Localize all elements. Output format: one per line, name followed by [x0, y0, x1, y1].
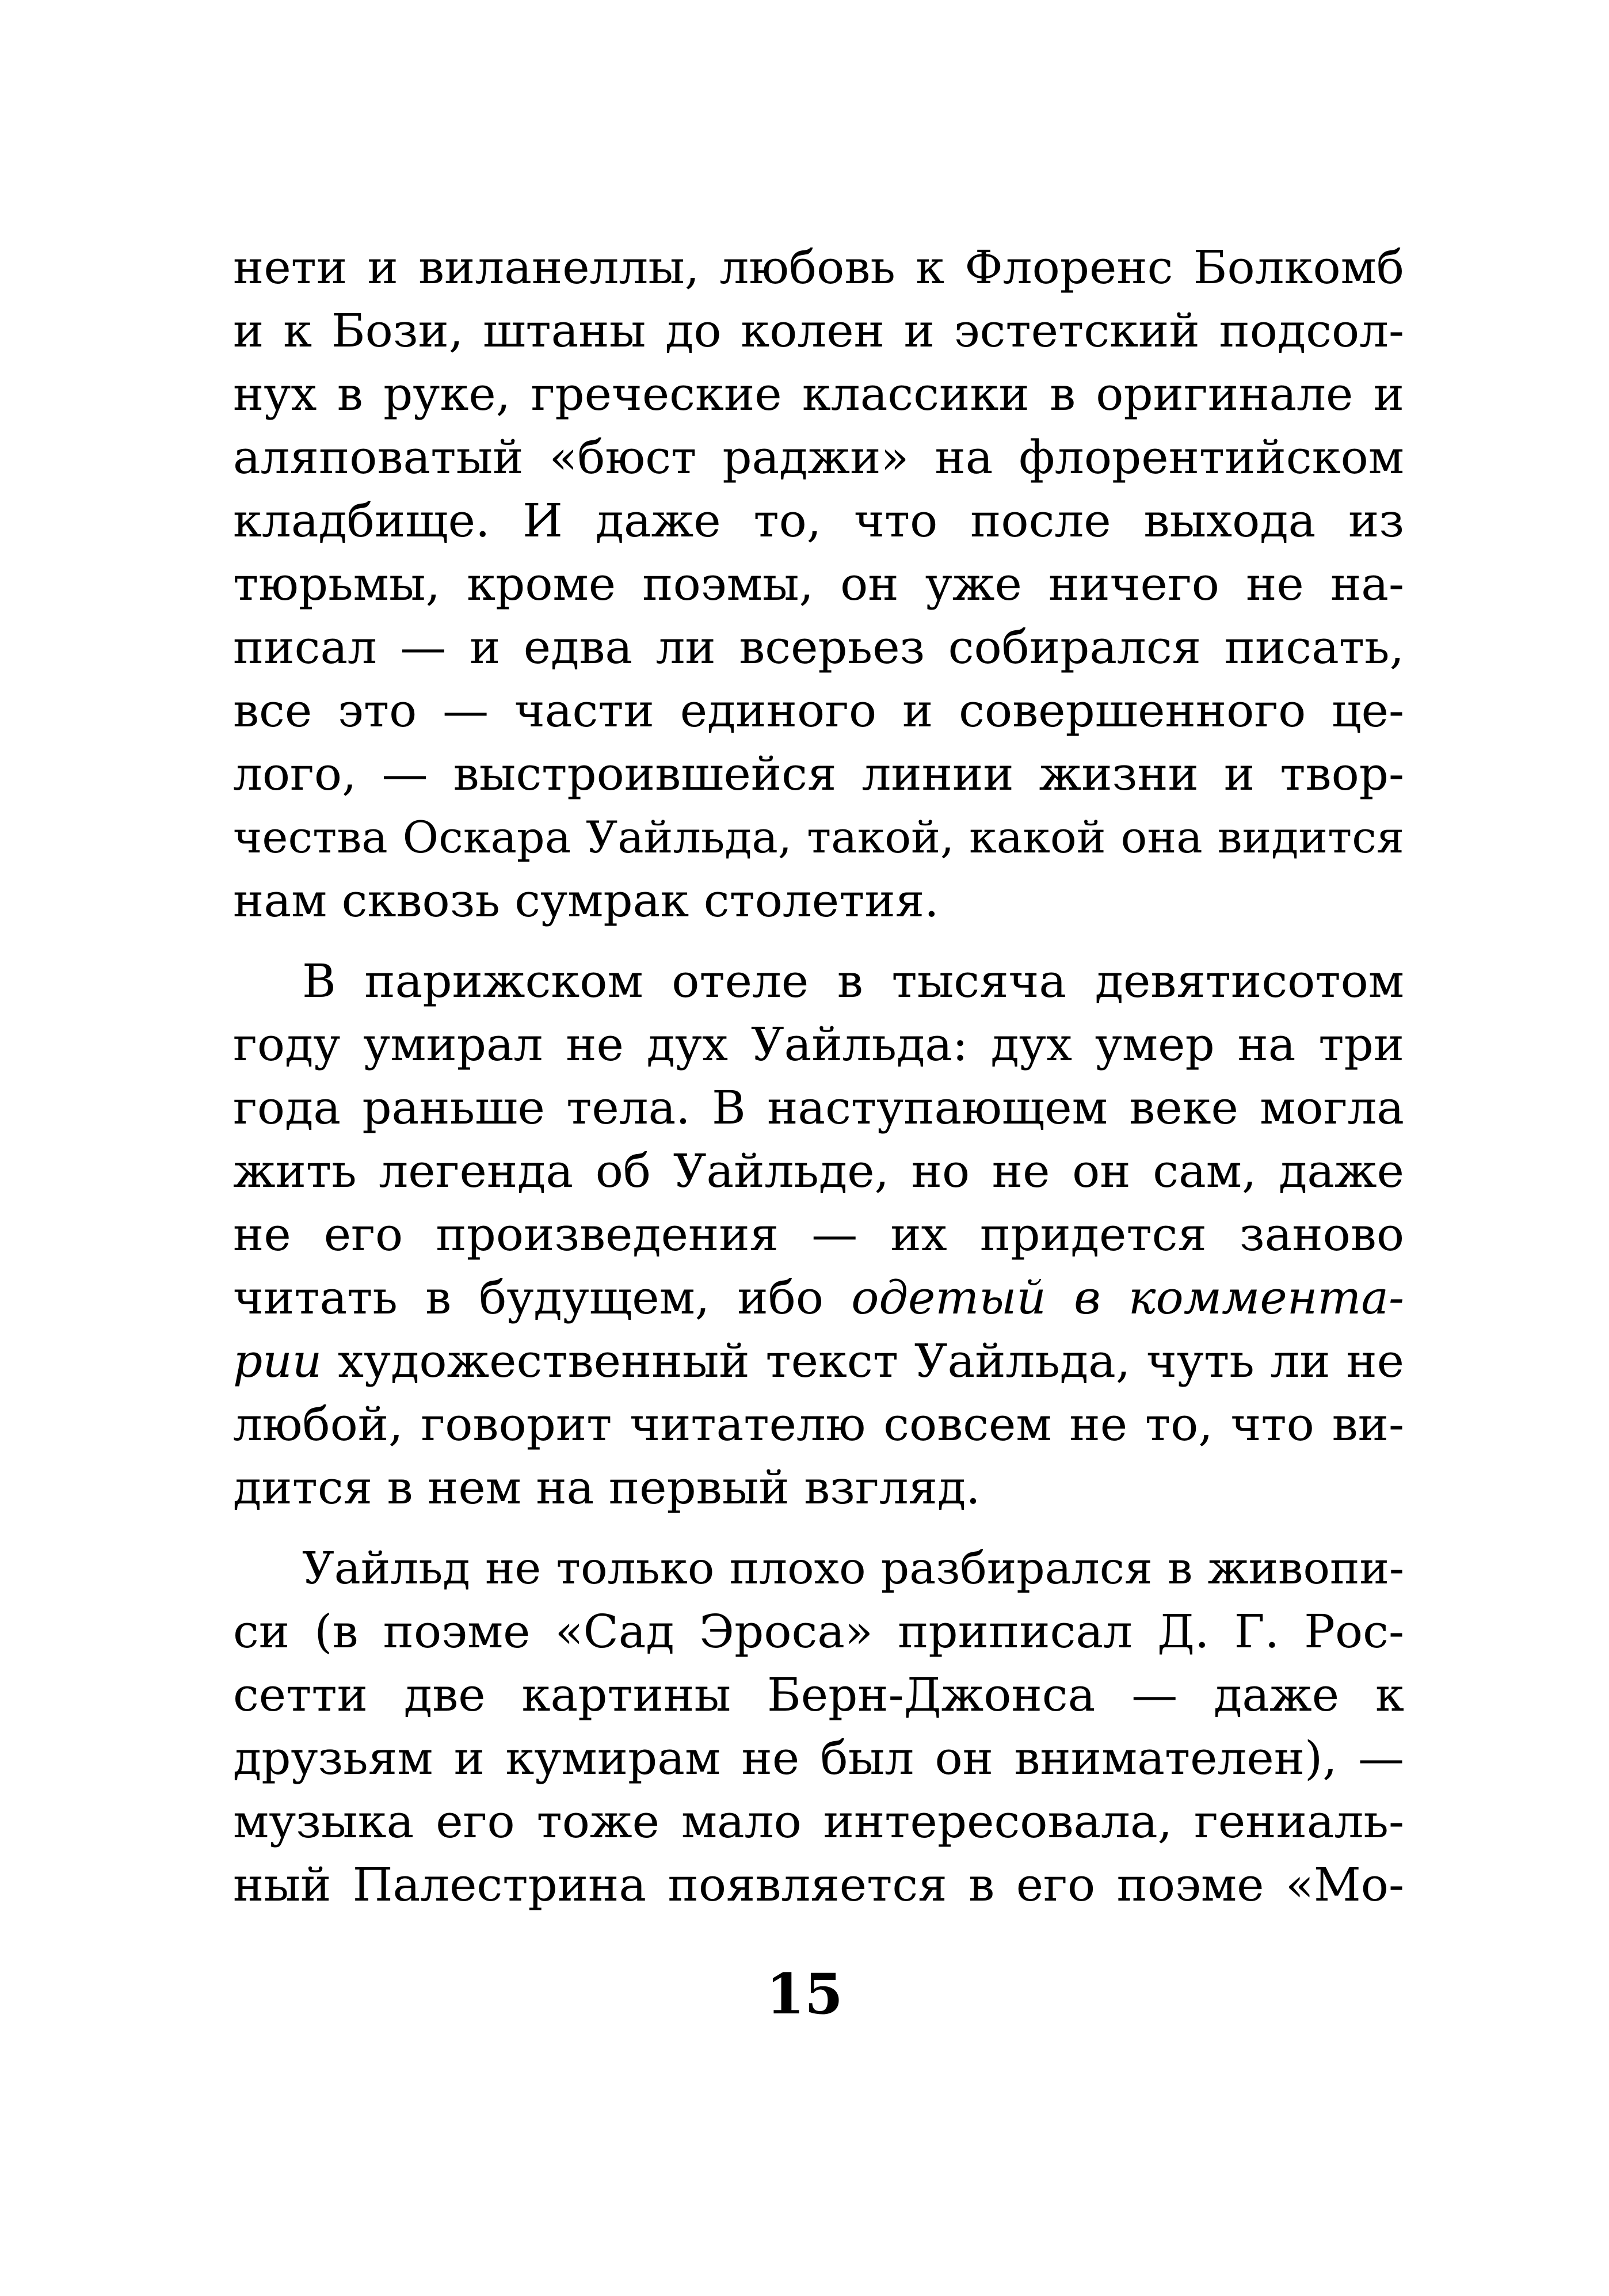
text-line: все это — части единого и совершенного це-	[233, 684, 1404, 737]
italic-text-run: одетый в коммента-	[851, 1271, 1405, 1324]
paragraph-3	[233, 1537, 1404, 1917]
text-line: музыка его тоже мало интересовала, гениаль-	[233, 1795, 1404, 1848]
text-line: лого, — выстроившейся линии жизни и твор-	[233, 747, 1404, 801]
text-line: нам сквозь сумрак столетия.	[233, 874, 939, 927]
text-run: читать в будущем, ибо	[233, 1271, 852, 1324]
text-line: си (в поэме «Сад Эроса» приписал Д. Г. Рос-	[233, 1605, 1404, 1658]
paragraph-1	[233, 236, 1404, 932]
text-line: В парижском отеле в тысяча девятисотом	[302, 954, 1404, 1008]
text-line: нети и виланеллы, любовь к Флоренс Болкомб	[233, 241, 1404, 294]
paragraph-2	[233, 950, 1404, 1520]
text-line: сетти две картины Берн-Джонса — даже к	[233, 1668, 1404, 1722]
text-line: тюрьмы, кроме поэмы, он уже ничего не на-	[233, 557, 1404, 611]
text-line: кладбище. И даже то, что после выхода из	[233, 494, 1404, 547]
text-line: году умирал не дух Уайльда: дух умер на три	[233, 1018, 1404, 1071]
text-line: и к Бози, штаны до колен и эстетский подсол-	[233, 304, 1404, 357]
text-line: чества Оскара Уайльда, такой, какой она видится	[233, 812, 1404, 863]
text-line: друзьям и кумирам не был он внимателен), —	[233, 1731, 1404, 1785]
text-line: нух в руке, греческие классики в оригинале и	[233, 367, 1404, 421]
text-line: дится в нем на первый взгляд.	[233, 1461, 981, 1514]
text-line: года раньше тела. В наступающем веке могла	[233, 1081, 1404, 1134]
text-line: жить легенда об Уайльде, но не он сам, даже	[233, 1144, 1404, 1198]
text-line	[233, 1330, 1404, 1393]
text-line: аляповатый «бюст раджи» на флорентийском	[233, 431, 1404, 484]
text-line: любой, говорит читателю совсем не то, что ви-	[233, 1398, 1404, 1451]
text-line: Уайльд не только плохо разбирался в живопи-	[302, 1543, 1404, 1594]
text-line: не его произведения — их придется заново	[233, 1208, 1404, 1261]
text-line: писал — и едва ли всерьез собирался писать,	[233, 620, 1404, 674]
text-run: художественный текст Уайльда, чуть ли не	[322, 1334, 1404, 1388]
text-line: ный Палестрина появляется в его поэме «Мо-	[233, 1858, 1404, 1912]
text-line	[233, 1266, 1404, 1330]
body-text	[233, 236, 1404, 1917]
italic-text-run: рии	[233, 1334, 322, 1388]
page-number: 15	[766, 1962, 843, 2027]
